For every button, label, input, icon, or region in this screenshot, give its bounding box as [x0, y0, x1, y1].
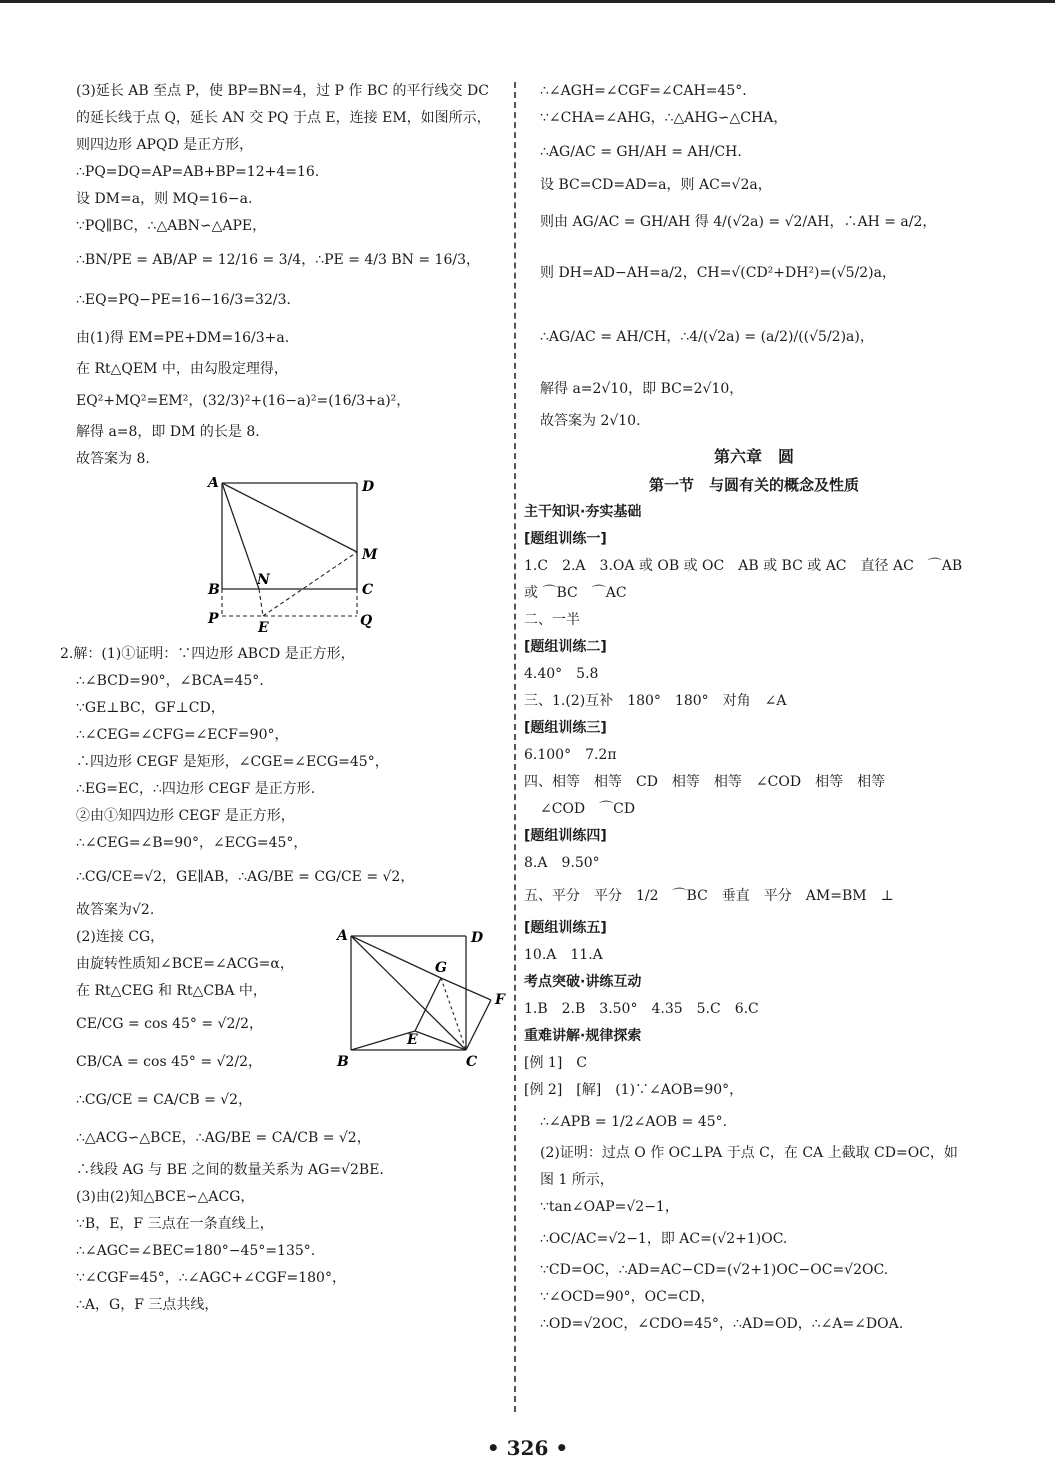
text-line: 则四边形 APQD 是正方形，	[76, 137, 254, 153]
label-b: B	[337, 1054, 349, 1070]
figure-square-apqd	[76, 477, 506, 637]
label-q: Q	[360, 613, 373, 629]
text-line: ∴四边形 CEGF 是矩形，∠CGE=∠ECG=45°，	[76, 754, 389, 770]
group-heading: [题组训练五]	[524, 920, 607, 936]
label-e: E	[258, 620, 269, 636]
group-heading: [题组训练一]	[524, 531, 607, 547]
text-line: ∴线段 AG 与 BE 之间的数量关系为 AG=√2BE.	[76, 1162, 384, 1178]
answer-line: 8.A 9.50°	[524, 855, 600, 871]
text-line: ∴CG/CE=√2，GE∥AB，∴AG/BE = CG/CE = √2，	[76, 869, 415, 885]
part2-block	[76, 924, 506, 1157]
text-line: 解得 a=8，即 DM 的长是 8.	[76, 424, 260, 440]
text-line: 设 BC=CD=AD=a，则 AC=√2a，	[540, 177, 772, 193]
label-p: P	[208, 611, 219, 627]
text-line: ∵GE⊥BC，GF⊥CD，	[76, 700, 225, 716]
text-line: ∴AG/AC = AH/CH，∴4/(√2a) = (a/2)/((√5/2)a)，	[540, 329, 874, 345]
label-d: D	[471, 930, 484, 946]
part-heading: 考点突破·讲练互动	[524, 974, 642, 990]
text-line: ∴∠CEG=∠B=90°，∠ECG=45°，	[76, 835, 308, 851]
text-line: 在 Rt△QEM 中，由勾股定理得，	[76, 361, 288, 377]
label-g: G	[435, 960, 447, 976]
answer-line: 三、1.(2)互补 180° 180° 对角 ∠A	[524, 693, 787, 709]
text-line: 则由 AG/AC = GH/AH 得 4/(√2a) = √2/AH，∴AH = a/2，	[540, 214, 937, 230]
answer-line: 10.A 11.A	[524, 947, 603, 963]
answer-line: 五、平分 平分 1/2 ⌒BC 垂直 平分 AM=BM ⊥	[524, 888, 894, 904]
answer-line: ∵∠OCD=90°，OC=CD，	[540, 1289, 715, 1305]
answer-line: 1.B 2.B 3.50° 4.35 5.C 6.C	[524, 1001, 759, 1017]
answer-line: 6.100° 7.2π	[524, 747, 617, 763]
text-line: ∴AG/AC = GH/AH = AH/CH.	[540, 144, 742, 160]
text-line: ∴BN/PE = AB/AP = 12/16 = 3/4，∴PE = 4/3 BN = 16/3，	[76, 252, 480, 268]
group-heading: [题组训练二]	[524, 639, 607, 655]
column-divider	[514, 82, 516, 1412]
text-line: 解得 a=2√10，即 BC=2√10，	[540, 381, 744, 397]
right-column	[524, 78, 984, 1338]
label-c: C	[466, 1054, 478, 1070]
text-line: ∴△ACG∽△BCE，∴AG/BE = CA/CB = √2，	[76, 1130, 371, 1146]
text-line: 故答案为 8.	[76, 451, 150, 467]
text-line: 2.解：(1)①证明：∵四边形 ABCD 是正方形，	[60, 646, 355, 662]
text-line: EQ²+MQ²=EM²，(32/3)²+(16−a)²=(16/3+a)²，	[76, 393, 411, 409]
text-line: 则 DH=AD−AH=a/2，CH=√(CD²+DH²)=(√5/2)a，	[540, 265, 896, 281]
text-line: ∴EG=EC，∴四边形 CEGF 是正方形.	[76, 781, 316, 797]
answer-line: ∵tan∠OAP=√2−1，	[540, 1199, 679, 1215]
geometry-diagram-2	[331, 926, 511, 1076]
answer-line: ∴∠APB = 1/2∠AOB = 45°.	[540, 1114, 728, 1130]
text-line: ∴∠AGC=∠BEC=180°−45°=135°.	[76, 1243, 316, 1259]
text-line: 的延长线于点 Q，延长 AN 交 PQ 于点 E，连接 EM，如图所示，	[76, 110, 491, 126]
text-line: ∴∠CEG=∠CFG=∠ECF=90°，	[76, 727, 289, 743]
text-line: 故答案为√2.	[76, 902, 155, 918]
label-e: E	[407, 1032, 418, 1048]
answer-line: 4.40° 5.8	[524, 666, 599, 682]
answer-line: ∠COD ⌒CD	[540, 801, 636, 817]
text-line: 由(1)得 EM=PE+DM=16/3+a.	[76, 330, 290, 346]
answer-line: 二、一半	[524, 612, 580, 628]
label-a: A	[208, 477, 219, 491]
answer-line: [例 2] [解] (1)∵∠AOB=90°，	[524, 1082, 744, 1098]
answer-line: 或 ⌒BC ⌒AC	[524, 585, 627, 601]
label-n: N	[257, 572, 270, 588]
text-line: ∴∠AGH=∠CGF=∠CAH=45°.	[540, 83, 747, 99]
label-f: F	[495, 992, 505, 1008]
text-line: ∴CG/CE = CA/CB = √2，	[76, 1092, 253, 1108]
text-line: CE/CG = cos 45° = √2/2，	[76, 1016, 263, 1032]
answer-line: 1.C 2.A 3.OA 或 OB 或 OC AB 或 BC 或 AC 直径 AC ⌒AB	[524, 558, 963, 574]
label-a: A	[337, 928, 348, 944]
left-column	[60, 78, 506, 1319]
text-line: (2)连接 CG，	[76, 929, 165, 945]
label-m: M	[362, 547, 378, 563]
text-line: 故答案为 2√10.	[540, 413, 641, 429]
text-line: 设 DM=a，则 MQ=16−a.	[76, 191, 253, 207]
text-line: ∴A，G，F 三点共线，	[76, 1297, 219, 1313]
answer-line: ∴OC/AC=√2−1，即 AC=(√2+1)OC.	[540, 1231, 788, 1247]
text-line: ∵∠CHA=∠AHG，∴△AHG∽△CHA，	[540, 110, 788, 126]
text-line: CB/CA = cos 45° = √2/2，	[76, 1054, 262, 1070]
answer-line: 图 1 所示，	[540, 1172, 614, 1188]
answer-line: 四、相等 相等 CD 相等 相等 ∠COD 相等 相等	[524, 774, 886, 790]
text-line: ∴PQ=DQ=AP=AB+BP=12+4=16.	[76, 164, 320, 180]
section-title: 第一节 与圆有关的概念及性质	[648, 476, 859, 494]
text-line: ②由①知四边形 CEGF 是正方形，	[76, 808, 295, 824]
text-line: ∵∠CGF=45°，∴∠AGC+∠CGF=180°，	[76, 1270, 346, 1286]
text-line: ∴EQ=PQ−PE=16−16/3=32/3.	[76, 292, 291, 308]
part-heading: 重难讲解·规律探索	[524, 1028, 642, 1044]
part-heading: 主干知识·夯实基础	[524, 504, 642, 520]
page-number: • 326 •	[486, 1436, 569, 1460]
geometry-diagram-1	[76, 477, 506, 637]
group-heading: [题组训练四]	[524, 828, 607, 844]
answer-line: (2)证明：过点 O 作 OC⊥PA 于点 C，在 CA 上截取 CD=OC，如	[540, 1145, 958, 1161]
label-c: C	[362, 582, 374, 598]
text-line: 由旋转性质知∠BCE=∠ACG=α，	[76, 956, 294, 972]
group-heading: [题组训练三]	[524, 720, 607, 736]
text-line: ∴∠BCD=90°，∠BCA=45°.	[76, 673, 264, 689]
answer-line: ∴OD=√2OC，∠CDO=45°，∴AD=OD，∴∠A=∠DOA.	[540, 1316, 904, 1332]
text-line: (3)由(2)知△BCE∽△ACG，	[76, 1189, 255, 1205]
text-line: (3)延长 AB 至点 P，使 BP=BN=4，过 P 作 BC 的平行线交 DC	[76, 83, 489, 99]
label-b: B	[208, 582, 220, 598]
text-line: ∵B，E，F 三点在一条直线上，	[76, 1216, 274, 1232]
text-line: ∵PQ∥BC，∴△ABN∽△APE，	[76, 218, 267, 234]
label-d: D	[362, 479, 375, 495]
text-line: 在 Rt△CEG 和 Rt△CBA 中，	[76, 983, 267, 999]
answer-line: ∵CD=OC，∴AD=AC−CD=(√2+1)OC−OC=√2OC.	[540, 1262, 889, 1278]
answer-line: [例 1] C	[524, 1055, 587, 1071]
top-rule	[0, 0, 1055, 3]
chapter-title: 第六章 圆	[713, 447, 794, 466]
